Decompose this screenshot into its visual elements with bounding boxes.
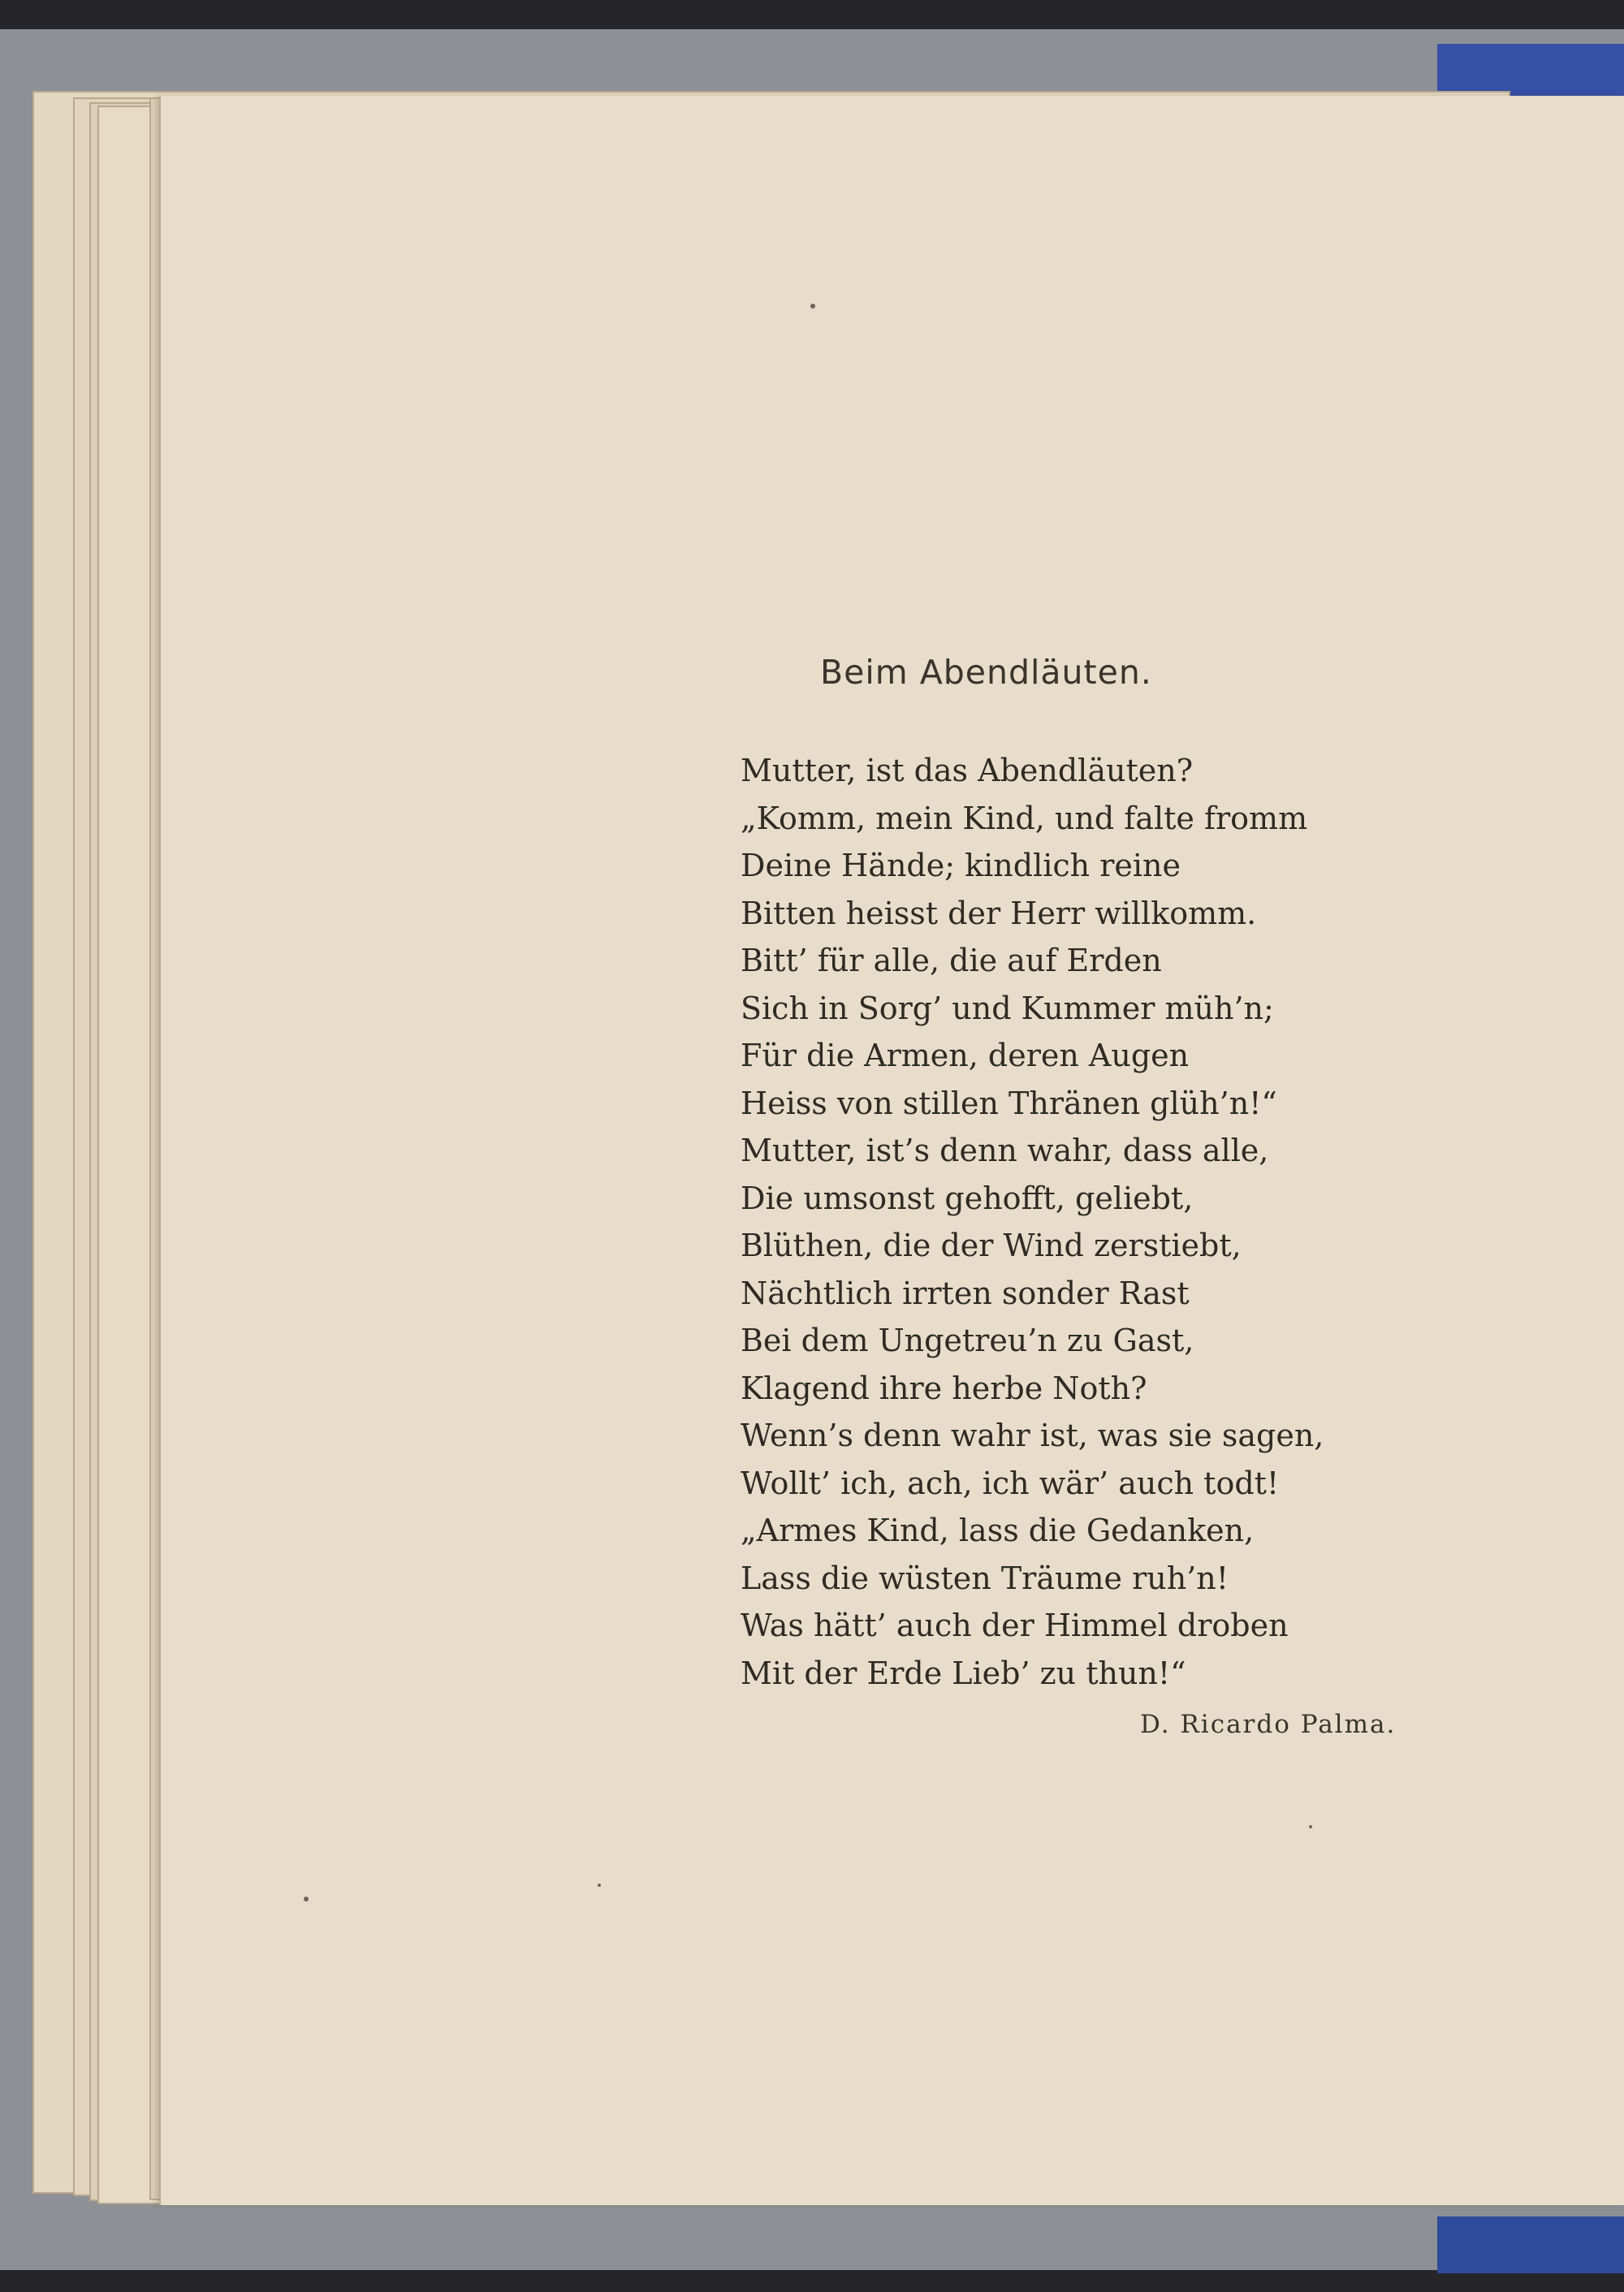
poem-line: „Komm, mein Kind, und falte fromm	[741, 800, 1308, 836]
poem-line: Blüthen, die der Wind zerstiebt,	[741, 1228, 1242, 1263]
poem-body	[741, 747, 1324, 1697]
paper-speck	[598, 1884, 601, 1887]
poem-line: Mutter, ist’s denn wahr, dass alle,	[741, 1133, 1269, 1168]
book-cover-bottom-edge	[1437, 2216, 1624, 2273]
poem-line: Für die Armen, deren Augen	[741, 1038, 1190, 1073]
poem-line: Klagend ihre herbe Noth?	[741, 1370, 1147, 1406]
paper-speck	[1309, 1825, 1312, 1828]
poem-line: Mutter, ist das Abendläuten?	[741, 753, 1194, 788]
poem-line: Bei dem Ungetreu’n zu Gast,	[741, 1323, 1194, 1358]
poem-line: Nächtlich irrten sonder Rast	[741, 1275, 1190, 1311]
poem-line: Mit der Erde Lieb’ zu thun!“	[741, 1655, 1186, 1691]
poem-line: Wenn’s denn wahr ist, was sie sagen,	[741, 1418, 1324, 1453]
paper-speck	[810, 304, 815, 309]
poem-line: Was hätt’ auch der Himmel droben	[741, 1608, 1289, 1643]
poem-line: Heiss von stillen Thränen glüh’n!“	[741, 1085, 1277, 1121]
poem-line: Sich in Sorg’ und Kummer müh’n;	[741, 990, 1274, 1026]
poem-line: „Armes Kind, lass die Gedanken,	[741, 1513, 1255, 1548]
poem-title: Beim Abendläuten.	[820, 653, 1152, 692]
poem-line: Deine Hände; kindlich reine	[741, 848, 1181, 883]
poem-author: D. Ricardo Palma.	[1140, 1710, 1397, 1739]
poem-line: Wollt’ ich, ach, ich wär’ auch todt!	[741, 1465, 1280, 1501]
poem-line: Bitten heisst der Herr willkomm.	[741, 895, 1257, 931]
paper-speck	[304, 1897, 309, 1901]
poem-line: Die umsonst gehofft, geliebt,	[741, 1180, 1194, 1216]
poem-line: Lass die wüsten Träume ruh’n!	[741, 1560, 1229, 1596]
poem-line: Bitt’ für alle, die auf Erden	[741, 943, 1162, 978]
